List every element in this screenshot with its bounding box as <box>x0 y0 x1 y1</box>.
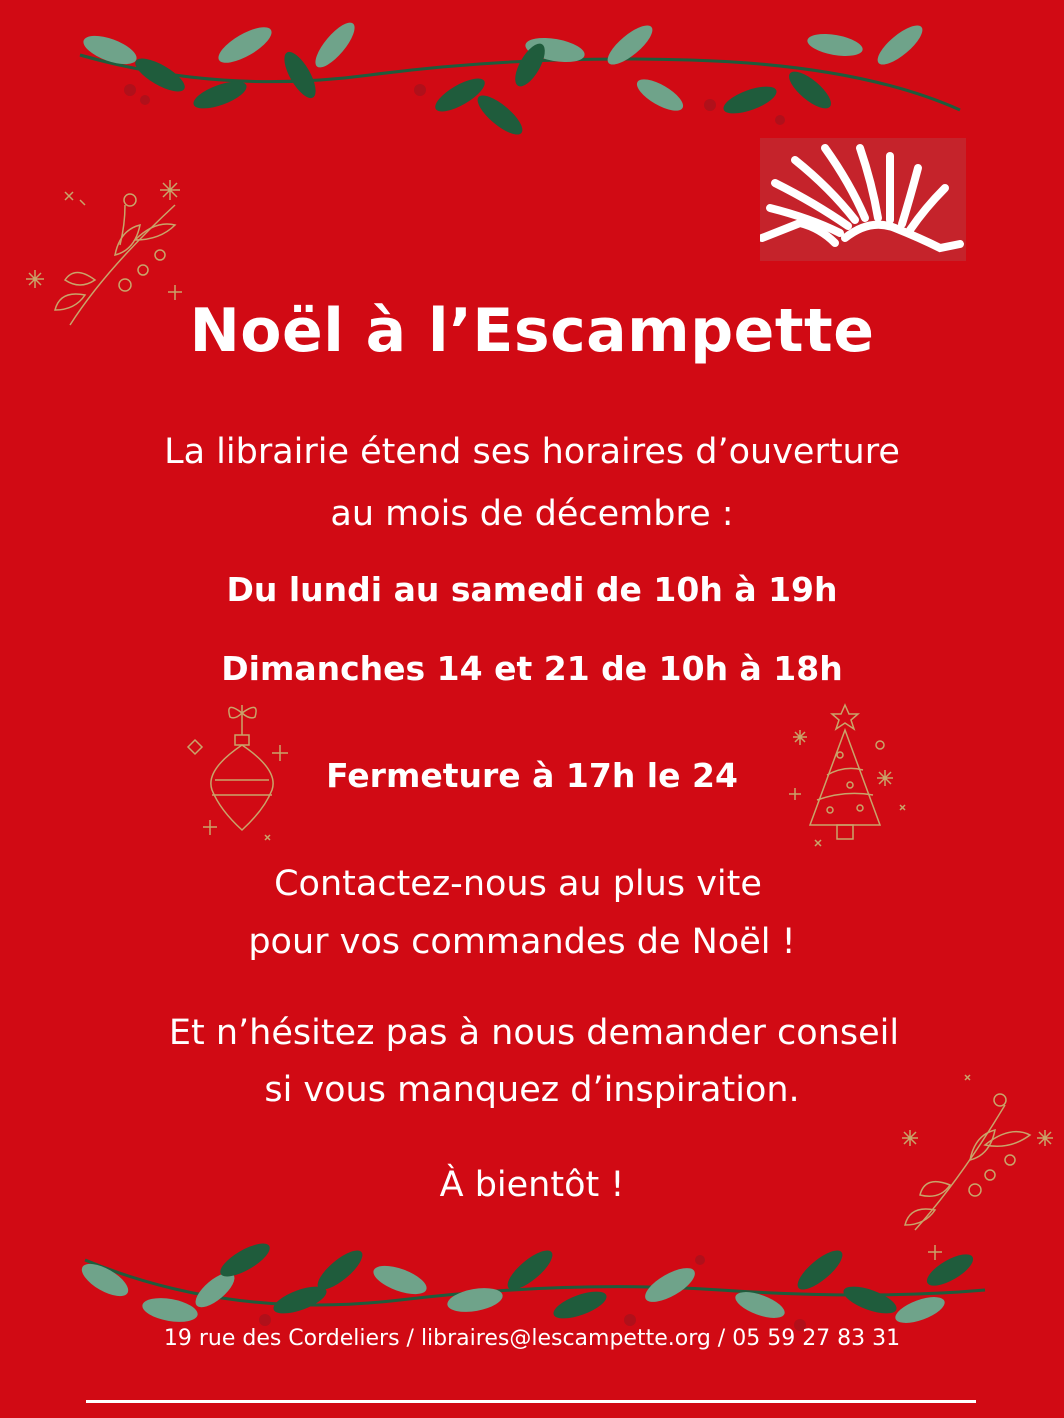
contact-line-1: Contactez-nous au plus vite <box>274 864 762 904</box>
footer-contact: 19 rue des Cordeliers / libraires@lescampette.org / 05 59 27 83 31 <box>163 1326 901 1351</box>
signoff: À bientôt ! <box>439 1165 625 1205</box>
intro-line-1: La librairie étend ses horaires d’ouverture <box>164 432 900 472</box>
contact-line-2: pour vos commandes de Noël ! <box>248 922 796 962</box>
hours-sundays: Dimanches 14 et 21 de 10h à 18h <box>221 649 843 688</box>
logo-sun-icon <box>760 138 966 261</box>
mistletoe-garland-icon <box>70 20 970 140</box>
advice-line-2: si vous manquez d’inspiration. <box>264 1070 800 1110</box>
mistletoe-garland-icon <box>80 1230 990 1340</box>
intro-line-2: au mois de décembre : <box>330 494 734 534</box>
footer-divider <box>86 1400 976 1403</box>
advice-line-1: Et n’hésitez pas à nous demander conseil <box>168 1013 900 1053</box>
poster-title: Noël à l’Escampette <box>189 296 875 366</box>
closing-notice: Fermeture à 17h le 24 <box>326 756 738 795</box>
logo <box>760 138 966 261</box>
hours-weekdays: Du lundi au samedi de 10h à 19h <box>226 570 838 609</box>
